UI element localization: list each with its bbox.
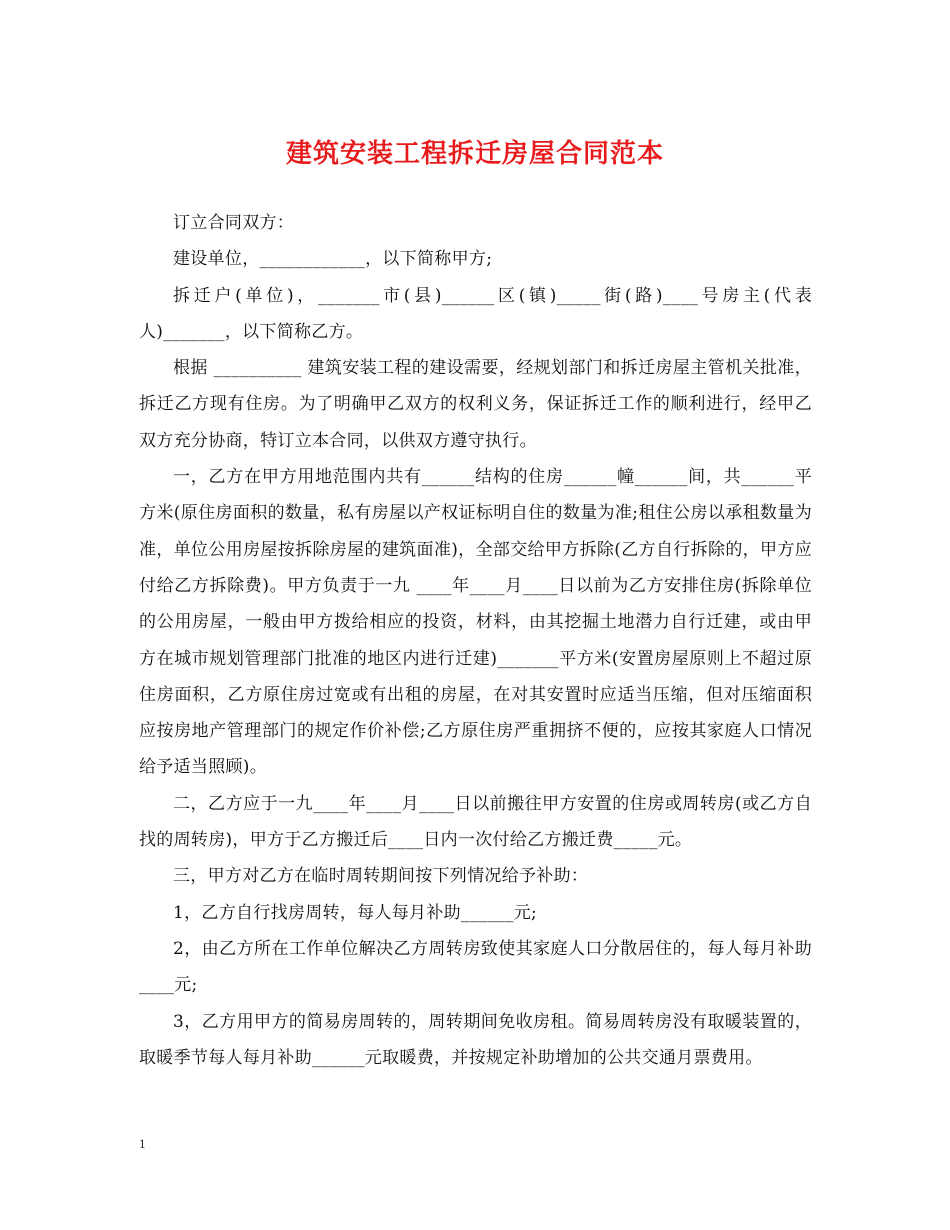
paragraph-clause-2: 二，乙方应于一九____年____月____日以前搬往甲方安置的住房或周转房(或乙方自找的周转房)，甲方于乙方搬迁后____日内一次付给乙方搬迁费_____元。: [139, 793, 812, 851]
document-title: 建筑安装工程拆迁房屋合同范本: [285, 139, 664, 169]
paragraph-clause-3: 三，甲方对乙方在临时周转期间按下列情况给予补助：: [173, 866, 589, 887]
paragraph-party-a: 建设单位，____________，以下简称甲方;: [173, 249, 493, 270]
paragraph-clause-3-item-1: 1，乙方自行找房周转，每人每月补助______元;: [173, 902, 538, 923]
document-body: [139, 205, 812, 1076]
paragraph-clause-3-item-3: 3，乙方用甲方的简易房周转的，周转期间免收房租。简易周转房没有取暖装置的，取暖季节每人每月补助______元取暖费，并按规定补助增加的公共交通月票费用。: [139, 1011, 812, 1068]
paragraph-party-b: 拆迁户(单位)，_______市(县)______区(镇)_____街(路)____号房主(代表人)_______，以下简称乙方。: [139, 285, 812, 342]
paragraph-clause-1: 一，乙方在甲方用地范围内共有______结构的住房______幢______间，共______平方米(原住房面积的数量，私有房屋以产权证标明自住的数量为准;租住公房以承租数量为准，单位公用房屋按拆除房屋的建筑面准)，全部交给甲方拆除(乙方自行拆除的，甲方应付给乙方拆除费)。甲方负责于一九 ____年____月____日以前为乙方安排住房(拆除单位的公用房屋，一般由甲方拨给相应的投资，材料，由其挖掘土地潜力自行迁建，或由甲方在城市规划管理部门批准的地区内进行迁建)_______平方米(安置房屋原则上不超过原住房面积，乙方原住房过宽或有出租的房屋，在对其安置时应适当压缩，但对压缩面积应按房地产管理部门的规定作价补偿;乙方原住房严重拥挤不便的，应按其家庭人口情况给予适当照顾)。: [139, 467, 812, 778]
paragraph-preamble: 根据 __________ 建筑安装工程的建设需要，经规划部门和拆迁房屋主管机关批准，拆迁乙方现有住房。为了明确甲乙双方的权利义务，保证拆迁工作的顺利进行，经甲乙双方充分协商，特订立本合同，以供双方遵守执行。: [139, 358, 812, 451]
paragraph-parties-heading: 订立合同双方：: [173, 213, 295, 233]
paragraph-clause-3-item-2: 2，由乙方所在工作单位解决乙方周转房致使其家庭人口分散居住的，每人每月补助____元;: [139, 938, 812, 996]
page-number: 1: [139, 1136, 146, 1151]
